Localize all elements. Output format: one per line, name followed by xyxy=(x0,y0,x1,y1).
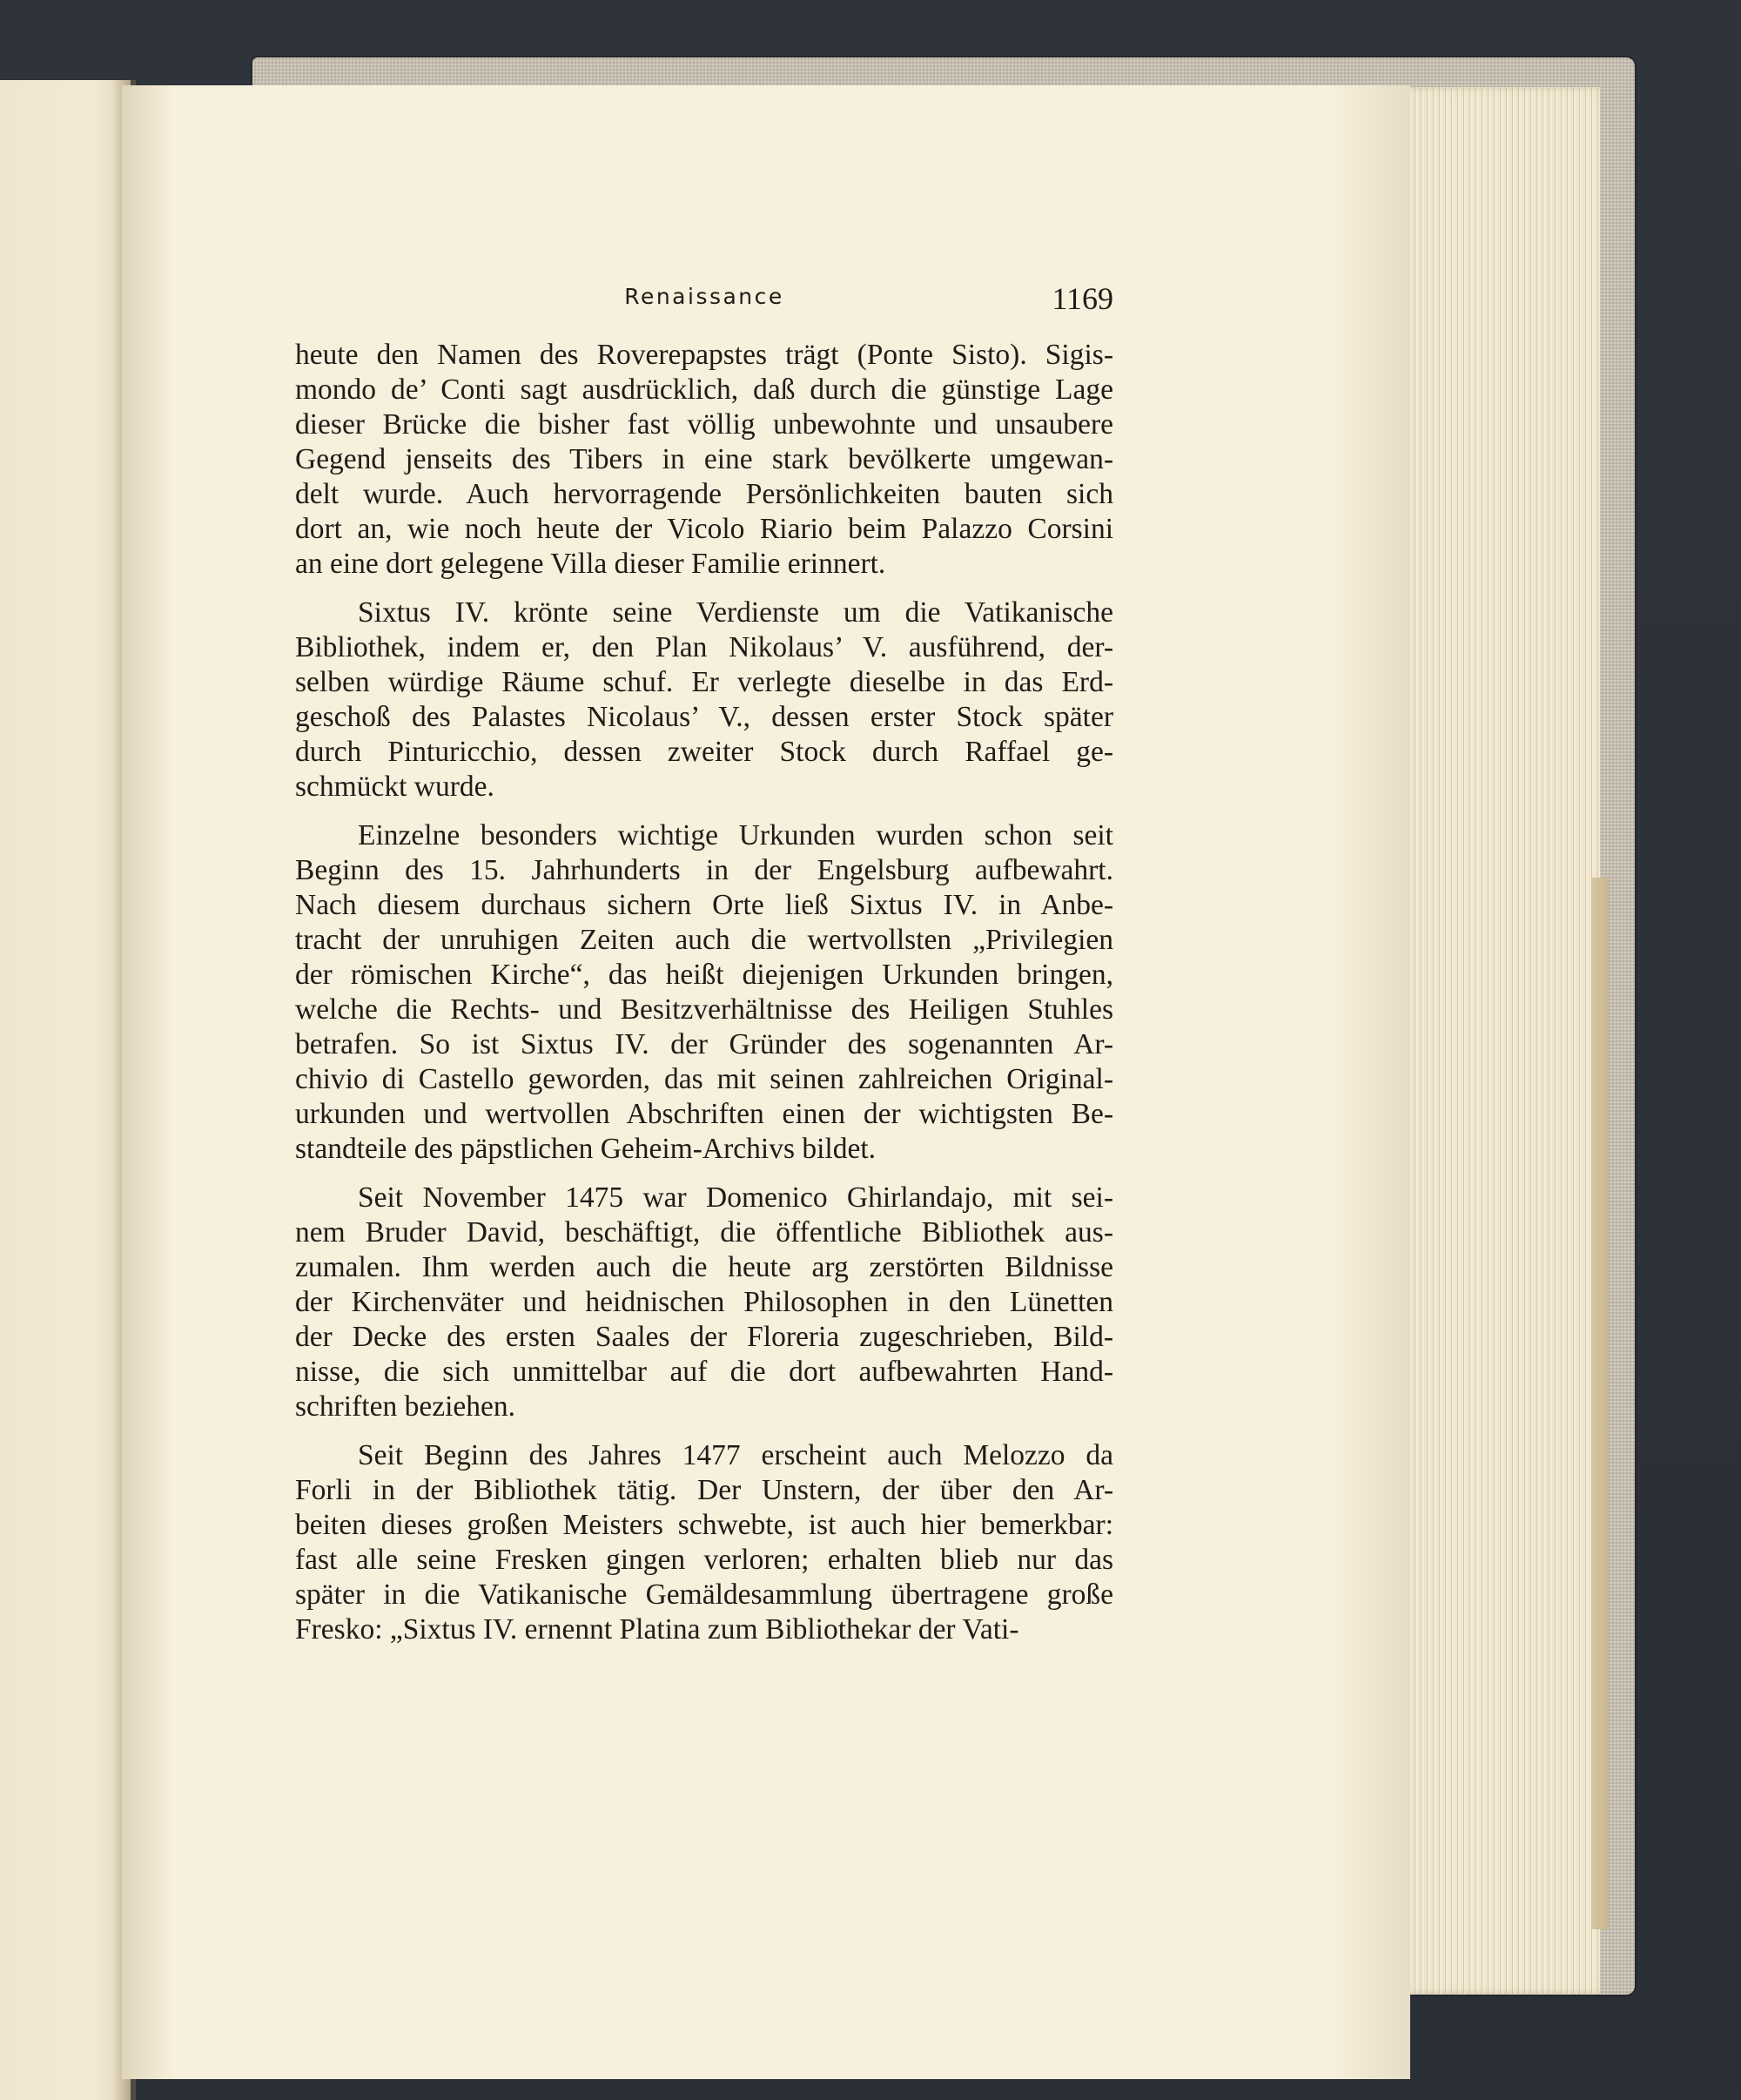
text-line: Bibliothek, indem er, den Plan Nikolaus’ V. ausführend, der- xyxy=(295,631,1113,663)
text-line: betrafen. So ist Sixtus IV. der Gründer des sogenannten Ar- xyxy=(295,1028,1113,1060)
paragraph xyxy=(295,1181,1113,1424)
text-line: der römischen Kirche“, das heißt diejenigen Urkunden bringen, xyxy=(295,959,1113,991)
text-line: mondo de’ Conti sagt ausdrücklich, daß durch die günstige Lage xyxy=(295,374,1113,406)
paragraph xyxy=(295,818,1113,1167)
text-line: nem Bruder David, beschäftigt, die öffentliche Bibliothek aus- xyxy=(295,1216,1113,1249)
text-line: der Decke des ersten Saales der Floreria zugeschrieben, Bild- xyxy=(295,1321,1113,1353)
paragraph xyxy=(295,1438,1113,1647)
text-line: Fresko: „Sixtus IV. ernennt Platina zum Bibliothekar der Vati- xyxy=(295,1613,1019,1646)
text-line: delt wurde. Auch hervorragende Persönlichkeiten bauten sich xyxy=(295,478,1113,510)
text-line: Seit Beginn des Jahres 1477 erscheint auch Melozzo da xyxy=(358,1439,1113,1471)
text-line: Einzelne besonders wichtige Urkunden wurden schon seit xyxy=(358,819,1113,851)
text-line: heute den Namen des Roverepapstes trägt (Ponte Sisto). Sigis- xyxy=(295,339,1113,371)
paragraph xyxy=(295,596,1113,804)
text-line: an eine dort gelegene Villa dieser Familie erinnert. xyxy=(295,548,886,580)
text-line: selben würdige Räume schuf. Er verlegte dieselbe in das Erd- xyxy=(295,666,1113,698)
text-line: urkunden und wertvollen Abschriften einen der wichtigsten Be- xyxy=(295,1098,1113,1130)
text-line: beiten dieses großen Meisters schwebte, ist auch hier bemerkbar: xyxy=(295,1509,1113,1541)
text-line: schriften beziehen. xyxy=(295,1390,515,1423)
text-line: dort an, wie noch heute der Vicolo Riario beim Palazzo Corsini xyxy=(295,513,1113,545)
page-edges xyxy=(1400,87,1600,1994)
paragraph xyxy=(295,338,1113,582)
text-line: Nach diesem durchaus sichern Orte ließ Sixtus IV. in Anbe- xyxy=(295,889,1113,921)
text-line: Forli in der Bibliothek tätig. Der Unstern, der über den Ar- xyxy=(295,1474,1113,1506)
page-header xyxy=(295,280,1113,324)
body-text xyxy=(295,338,1113,1647)
text-line: geschoß des Palastes Nicolaus’ V., dessen erster Stock später xyxy=(295,701,1113,733)
text-line: schmückt wurde. xyxy=(295,771,494,803)
text-line: Gegend jenseits des Tibers in eine stark bevölkerte umgewan- xyxy=(295,443,1113,475)
text-line: Sixtus IV. krönte seine Verdienste um die Vatikanische xyxy=(358,596,1113,629)
text-line: fast alle seine Fresken gingen verloren; erhalten blieb nur das xyxy=(295,1544,1113,1576)
text-line: dieser Brücke die bisher fast völlig unbewohnte und unsaubere xyxy=(295,408,1113,441)
text-line: Beginn des 15. Jahrhunderts in der Engelsburg aufbewahrt. xyxy=(295,854,1113,886)
page-edge-tab xyxy=(1591,878,1609,1929)
text-line: tracht der unruhigen Zeiten auch die wertvollsten „Privilegien xyxy=(295,924,1113,956)
text-line: durch Pinturicchio, dessen zweiter Stock durch Raffael ge- xyxy=(295,736,1113,768)
running-head: Renaissance xyxy=(624,284,784,309)
page-number: 1169 xyxy=(1052,281,1113,316)
text-line: nisse, die sich unmittelbar auf die dort aufbewahrten Hand- xyxy=(295,1356,1113,1388)
text-line: chivio di Castello geworden, das mit seinen zahlreichen Original- xyxy=(295,1063,1113,1095)
text-line: später in die Vatikanische Gemäldesammlung übertragene große xyxy=(295,1578,1113,1611)
text-line: standteile des päpstlichen Geheim-Archivs bildet. xyxy=(295,1133,877,1165)
text-line: zumalen. Ihm werden auch die heute arg zerstörten Bildnisse xyxy=(295,1251,1113,1283)
text-line: der Kirchenväter und heidnischen Philosophen in den Lünetten xyxy=(295,1286,1113,1318)
text-line: Seit November 1475 war Domenico Ghirlandajo, mit sei- xyxy=(358,1181,1113,1214)
text-line: welche die Rechts- und Besitzverhältnisse des Heiligen Stuhles xyxy=(295,993,1113,1026)
